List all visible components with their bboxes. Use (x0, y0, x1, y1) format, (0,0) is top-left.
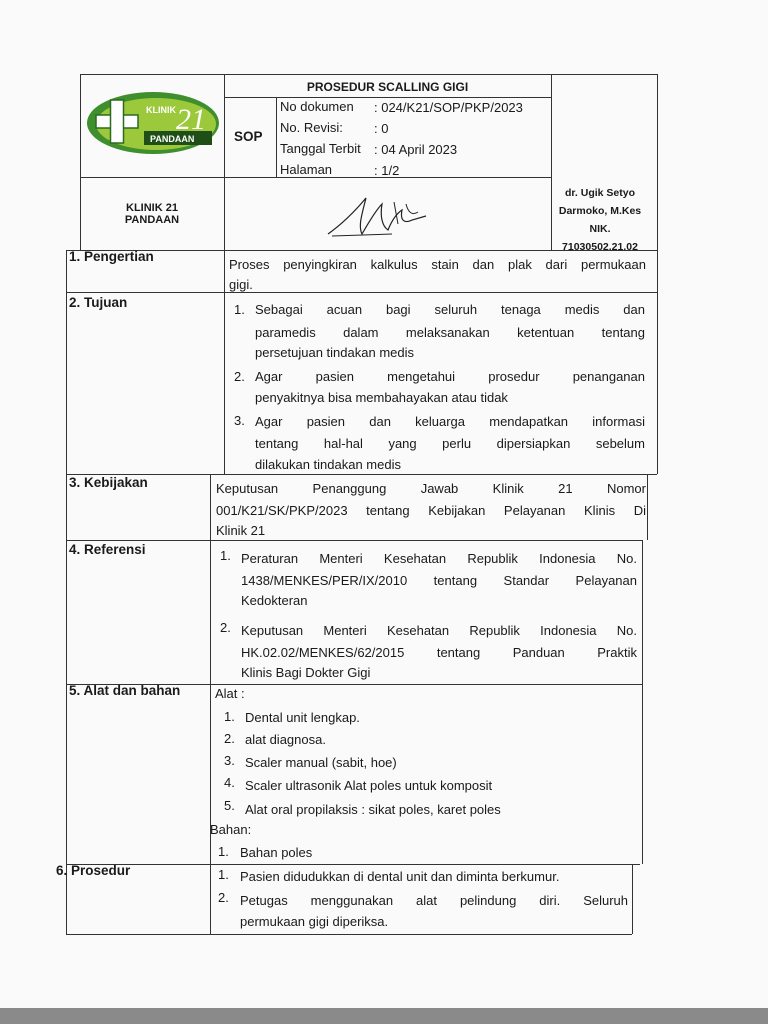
bahan-item1-text: Bahan poles (240, 845, 313, 860)
referensi-item1-number: 1. (220, 548, 231, 563)
tujuan-item2-line1: Agar pasien mengetahui prosedur penanganan (255, 369, 645, 384)
doctor-nik-number: 71030502.21.02 (562, 241, 638, 253)
alat-item4-text: Scaler ultrasonik Alat poles untuk komposit (245, 778, 493, 793)
meta-key-halaman: Halaman (280, 162, 333, 177)
table-border-right-header (657, 74, 658, 250)
label-divider-1 (224, 250, 225, 474)
tujuan-item3-line1: Agar pasien dan keluarga mendapatkan informasi (255, 414, 645, 429)
meta-value-revisi: : 0 (374, 121, 389, 136)
bahan-item1-number: 1. (218, 844, 229, 859)
document-title: PROSEDUR SCALLING GIGI (306, 80, 469, 94)
tujuan-item3-line2: tentang hal-hal yang perlu dipersiapkan sebelum (255, 436, 645, 451)
header-divider-logo (224, 74, 225, 250)
meta-key-no-dokumen: No dokumen (280, 99, 354, 114)
clinic-name-line2: PANDAAN (124, 214, 180, 226)
section-label-alat: 5. Alat dan bahan (69, 683, 181, 698)
logo-text-number: 21 (176, 103, 206, 136)
kebijakan-line3: Klinik 21 (216, 523, 266, 538)
table-border-top (80, 74, 657, 75)
prosedur-item2-number: 2. (218, 890, 229, 905)
referensi-item2-number: 2. (220, 620, 231, 635)
tujuan-item1-line1: Sebagai acuan bagi seluruh tenaga medis dan (255, 302, 645, 317)
logo-text-pandaan: PANDAAN (150, 134, 195, 144)
referensi-item1-line1: Peraturan Menteri Kesehatan Republik Indonesia No. (241, 551, 637, 566)
sop-label: SOP (234, 129, 263, 144)
tujuan-item1-number: 1. (234, 302, 245, 317)
table-border-right-2 (647, 474, 648, 540)
doctor-nik-label: NIK. (589, 223, 611, 235)
section-label-prosedur: 6. Prosedur (56, 863, 131, 878)
tujuan-item2-line2: penyakitnya bisa membahayakan atau tidak (255, 390, 508, 405)
alat-item1-text: Dental unit lengkap. (245, 710, 360, 725)
alat-item2-number: 2. (224, 731, 235, 746)
alat-item3-number: 3. (224, 753, 235, 768)
row-line-kebijakan (66, 474, 657, 475)
tujuan-item2-number: 2. (234, 369, 245, 384)
pengertian-line2: gigi. (229, 277, 253, 292)
alat-item4-number: 4. (224, 775, 235, 790)
signature-stroke-main (328, 198, 426, 234)
scanner-bottom-edge (0, 1008, 768, 1024)
section-label-kebijakan: 3. Kebijakan (69, 475, 148, 490)
row-line-referensi (66, 540, 642, 541)
doctor-name-line1: dr. Ugik Setyo (564, 187, 636, 199)
alat-item5-number: 5. (224, 798, 235, 813)
referensi-item2-line3: Klinis Bagi Dokter Gigi (241, 665, 371, 680)
table-border-right-4 (632, 864, 633, 934)
alat-heading: Alat : (215, 686, 245, 701)
clinic-logo (86, 91, 220, 155)
prosedur-item1-line1: Pasien didudukkan di dental unit dan diminta berkumur. (240, 869, 560, 884)
section-label-pengertian: 1. Pengertian (69, 249, 154, 264)
bahan-heading: Bahan: (210, 822, 252, 837)
alat-item5-text: Alat oral propilaksis : sikat poles, karet poles (245, 802, 501, 817)
alat-item3-text: Scaler manual (sabit, hoe) (245, 755, 397, 770)
table-border-left-body (66, 250, 67, 934)
table-border-right-3 (642, 540, 643, 864)
tujuan-item3-number: 3. (234, 413, 245, 428)
doctor-name-line2: Darmoko, M.Kes (558, 205, 642, 217)
referensi-item2-line2: HK.02.02/MENKES/62/2015 tentang Panduan Praktik (241, 645, 637, 660)
alat-item2-text: alat diagnosa. (245, 732, 326, 747)
meta-value-tanggal: : 04 April 2023 (374, 142, 458, 157)
section-label-referensi: 4. Referensi (69, 542, 146, 557)
meta-key-revisi: No. Revisi: (280, 120, 343, 135)
row-line-prosedur (66, 864, 640, 865)
title-underline (224, 97, 551, 98)
kebijakan-line1: Keputusan Penanggung Jawab Klinik 21 Nomor (216, 481, 646, 496)
meta-value-halaman: : 1/2 (374, 163, 400, 178)
tujuan-item3-line3: dilakukan tindakan medis (255, 457, 401, 472)
prosedur-item2-line1: Petugas menggunakan alat pelindung diri. Seluruh (240, 893, 628, 908)
meta-key-tanggal: Tanggal Terbit (280, 141, 361, 156)
signature-image (322, 190, 432, 242)
kebijakan-line2: 001/K21/SK/PKP/2023 tentang Kebijakan Pelayanan Klinis Di (216, 503, 646, 518)
tujuan-item1-line3: persetujuan tindakan medis (255, 345, 414, 360)
table-border-bottom (66, 934, 632, 935)
doctor-signatory (548, 184, 652, 256)
referensi-item2-line1: Keputusan Menteri Kesehatan Republik Indonesia No. (241, 623, 637, 638)
pengertian-line1: Proses penyingkiran kalkulus stain dan plak dari permukaan (229, 257, 646, 272)
meta-value-no-dokumen: : 024/K21/SOP/PKP/2023 (374, 100, 523, 115)
tujuan-item1-line2: paramedis dalam melaksanakan ketentuan tentang (255, 325, 645, 340)
label-divider-2 (210, 474, 211, 934)
row-line-tujuan (66, 292, 657, 293)
table-border-right-1 (657, 250, 658, 474)
sop-divider (276, 97, 277, 177)
referensi-item1-line3: Kedokteran (241, 593, 308, 608)
logo-text-klinik: KLINIK (146, 105, 176, 115)
clinic-name-line1: KLINIK 21 (126, 202, 178, 214)
section-label-tujuan: 2. Tujuan (69, 295, 128, 310)
alat-item1-number: 1. (224, 709, 235, 724)
prosedur-item1-number: 1. (218, 867, 229, 882)
referensi-item1-line2: 1438/MENKES/PER/IX/2010 tentang Standar Pelayanan (241, 573, 637, 588)
logo-cross-vertical (111, 100, 124, 143)
prosedur-item2-line2: permukaan gigi diperiksa. (240, 914, 389, 929)
